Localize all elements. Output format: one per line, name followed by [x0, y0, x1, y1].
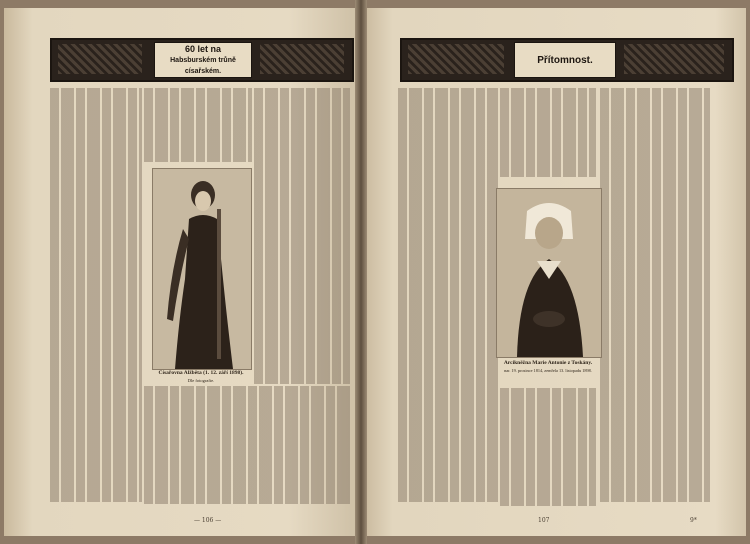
left-banner [50, 38, 354, 82]
left-banner-line2: Habsburském trůně císařském. [170, 56, 236, 75]
right-column-3 [600, 88, 710, 508]
right-column-bottom [500, 388, 596, 508]
archduchess-figure-icon [497, 189, 601, 357]
book-gutter [355, 0, 367, 544]
left-page-number: — 106 — [194, 517, 222, 524]
left-column-3 [254, 88, 350, 388]
empress-portrait-caption [152, 370, 250, 385]
left-banner-line1: 60 let na [184, 43, 222, 54]
right-column-1 [398, 88, 498, 508]
left-column-1 [50, 88, 142, 508]
empress-caption-sub: Dle fotografie. [187, 378, 215, 383]
empress-elisabeth-portrait [152, 168, 252, 370]
right-column-2 [500, 88, 596, 184]
right-banner [400, 38, 734, 82]
right-ornament-right [624, 44, 724, 74]
right-ornament-left [408, 44, 504, 74]
right-banner-title-box [514, 42, 616, 78]
right-page-corner-mark: 9* [690, 517, 697, 524]
right-page [362, 8, 746, 536]
left-column-bottom [144, 386, 350, 506]
portrait-figure-icon [153, 169, 251, 369]
archduchess-portrait-caption [488, 360, 608, 375]
archduchess-caption-title: Arcikněžna Marie Antonie z Toskány. [503, 360, 593, 366]
left-ornament-left [58, 44, 142, 74]
right-page-number: 107 [538, 517, 550, 524]
left-page [4, 8, 360, 536]
left-column-2 [144, 88, 252, 166]
left-ornament-right [260, 44, 344, 74]
left-banner-title-box [154, 42, 252, 78]
archduchess-caption-sub: nar. 19. prosince 1814, zemřela 13. listopadu 1898. [504, 368, 592, 373]
right-banner-title: Přítomnost. [537, 54, 593, 66]
archduchess-portrait [496, 188, 602, 358]
empress-caption-title: Císařovna Alžběta (1. 12. září 1898). [158, 370, 244, 376]
